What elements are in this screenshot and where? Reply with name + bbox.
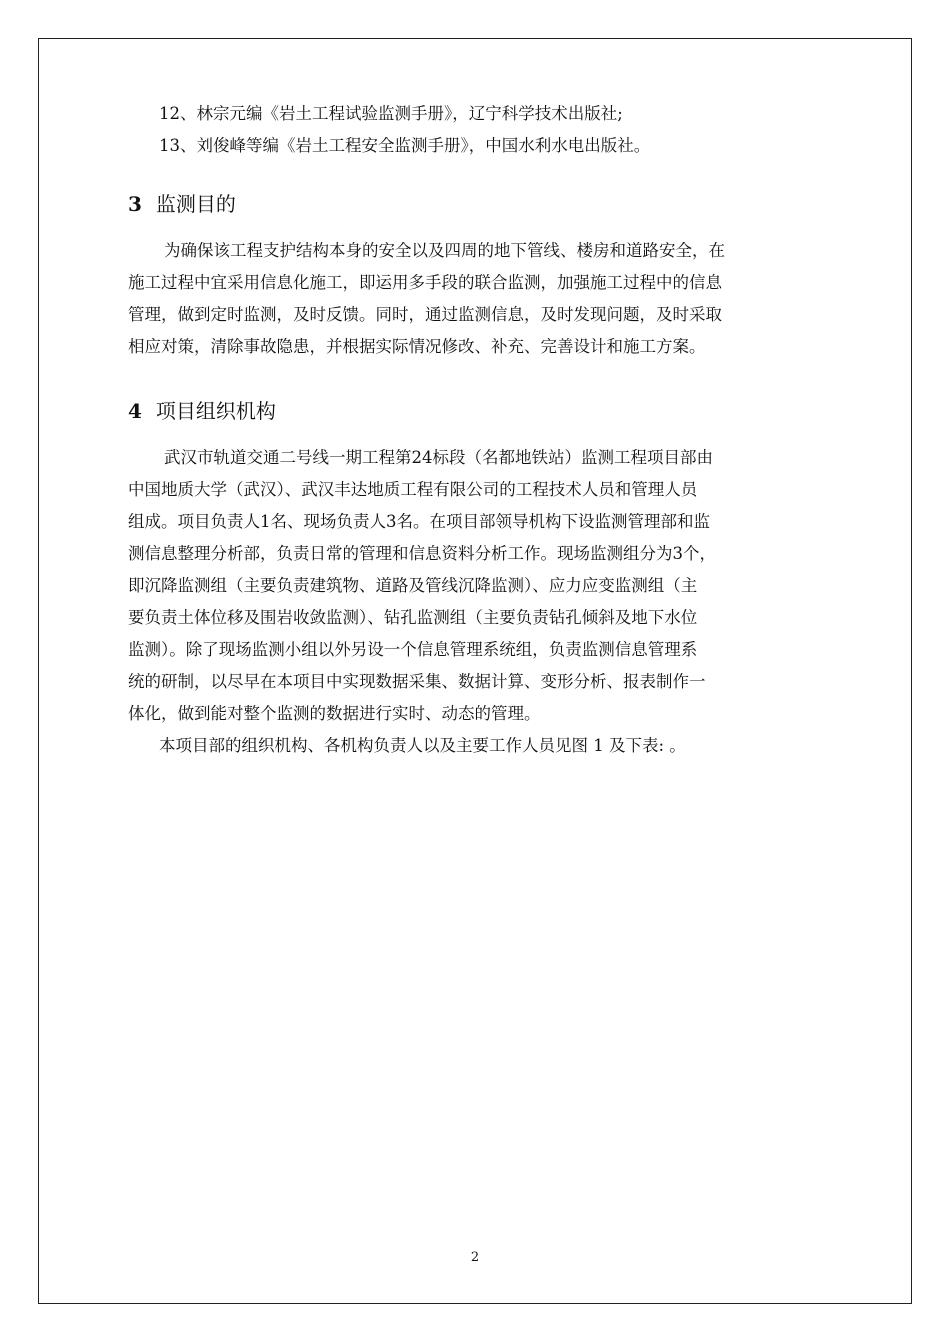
organization-paragraph (128, 442, 828, 730)
section-title: 监测目的 (155, 192, 236, 216)
reference-item-12: 12、林宗元编《岩土工程试验监测手册》，辽宁科学技术出版社; (159, 104, 623, 123)
paragraph-line: 施工过程中宜采用信息化施工，即运用多手段的联合监测，加强施工过程中的信息 (128, 273, 722, 292)
reference-item-13: 13、刘俊峰等编《岩土工程安全监测手册》，中国水利水电出版社。 (159, 136, 651, 155)
paragraph-line: 武汉市轨道交通二号线一期工程第24标段（名都地铁站）监测工程项目部由 (164, 448, 713, 467)
paragraph-line: 中国地质大学（武汉）、武汉丰达地质工程有限公司的工程技术人员和管理人员 (128, 480, 698, 499)
paragraph-line: 即沉降监测组（主要负责建筑物、道路及管线沉降监测）、应力应变监测组（主 (128, 576, 698, 595)
paragraph-line: 管理，做到定时监测，及时反馈。同时，通过监测信息，及时发现问题，及时采取 (128, 305, 722, 324)
paragraph-line: 体化，做到能对整个监测的数据进行实时、动态的管理。 (128, 704, 541, 723)
purpose-paragraph (128, 235, 828, 363)
paragraph-line: 要负责土体位移及围岩收敛监测）、钻孔监测组（主要负责钻孔倾斜及地下水位 (128, 608, 698, 627)
document-body (128, 104, 828, 762)
section-title: 项目组织机构 (155, 399, 276, 423)
section-number: 4 (128, 399, 142, 423)
paragraph-line: 统的研制，以尽早在本项目中实现数据采集、数据计算、变形分析、报表制作一 (128, 672, 706, 691)
page-number: 2 (470, 1250, 480, 1265)
section-heading-purpose (128, 192, 828, 216)
paragraph-line: 相应对策，清除事故隐患，并根据实际情况修改、补充、完善设计和施工方案。 (128, 337, 706, 356)
paragraph-line: 测信息整理分析部，负责日常的管理和信息资料分析工作。现场监测组分为3个， (128, 544, 716, 563)
paragraph-line: 为确保该工程支护结构本身的安全以及四周的地下管线、楼房和道路安全，在 (164, 241, 725, 260)
section-number: 3 (128, 192, 142, 216)
closing-paragraph: 本项目部的组织机构、各机构负责人以及主要工作人员见图 1 及下表: 。 (159, 736, 686, 755)
section-heading-organization (128, 399, 828, 423)
paragraph-line: 监测）。除了现场监测小组以外另设一个信息管理系统组，负责监测信息管理系 (128, 640, 698, 659)
paragraph-line: 组成。项目负责人1名、现场负责人3名。在项目部领导机构下设监测管理部和监 (128, 512, 710, 531)
